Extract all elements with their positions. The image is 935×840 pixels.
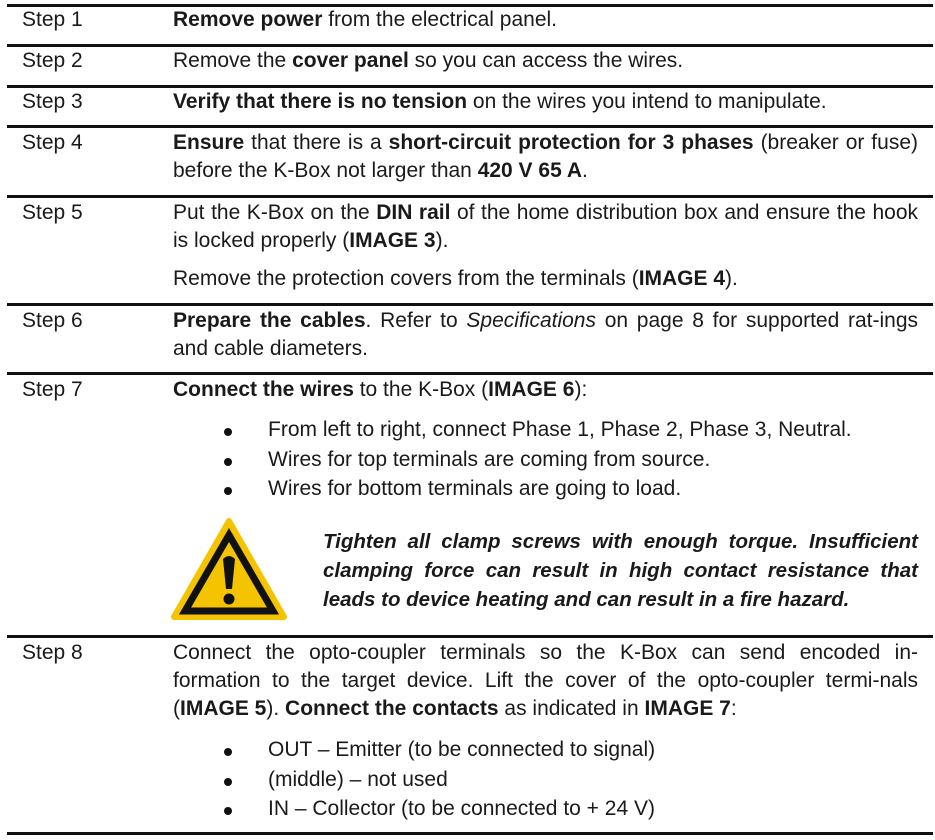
- bullet-icon: [224, 748, 232, 756]
- bullet-icon: [224, 778, 232, 786]
- step-label: Step 7: [22, 378, 83, 401]
- step-label: Step 8: [22, 641, 83, 664]
- list-item: Wires for top terminals are coming from source.: [268, 448, 711, 471]
- list-item: IN – Collector (to be connected to + 24 V): [268, 797, 655, 820]
- warning-triangle-icon: [170, 517, 288, 621]
- step-text: Connect the opto-coupler terminals so the K-Box can send encoded in-formation to the target device. Lift the cover of the opto-coupler termi-nals (IMAGE 5). Connect the contacts as indicated in IMAGE 7:: [173, 641, 918, 720]
- bullet-icon: [224, 458, 232, 466]
- table-rule: [7, 195, 933, 198]
- table-rule: [7, 303, 933, 306]
- warning-text: Tighten all clamp screws with enough torque. Insufficient clamping force can result in high contact resistance that leads to device heating and can result in a fire hazard.: [323, 530, 918, 611]
- step-label: Step 6: [22, 309, 83, 332]
- bullet-icon: [224, 428, 232, 436]
- step-label: Step 1: [22, 8, 83, 31]
- step-text: Remove the cover panel so you can access the wires.: [173, 49, 684, 72]
- list-item: From left to right, connect Phase 1, Phase 2, Phase 3, Neutral.: [268, 418, 852, 441]
- list-item: (middle) – not used: [268, 768, 448, 791]
- step-text: Ensure that there is a short-circuit protection for 3 phases (breaker or fuse) before the K-Box not larger than 420 V 65 A.: [173, 131, 918, 182]
- list-item: Wires for bottom terminals are going to load.: [268, 477, 682, 500]
- step-text: Put the K-Box on the DIN rail of the home distribution box and ensure the hook is locked properly (IMAGE 3).: [173, 201, 918, 252]
- step-text: Remove power from the electrical panel.: [173, 8, 557, 31]
- step-text: Connect the wires to the K-Box (IMAGE 6):: [173, 378, 588, 401]
- bullet-icon: [224, 807, 232, 815]
- step-text: Prepare the cables. Refer to Specifications on page 8 for supported rat-ings and cable diameters.: [173, 309, 919, 360]
- step-label: Step 3: [22, 90, 83, 113]
- step-label: Step 4: [22, 131, 83, 154]
- table-rule: [7, 125, 933, 128]
- step-text: Verify that there is no tension on the wires you intend to manipulate.: [173, 90, 827, 113]
- table-rule: [7, 372, 933, 375]
- step-label: Step 5: [22, 201, 83, 224]
- bullet-icon: [224, 487, 232, 495]
- table-rule: [7, 832, 933, 835]
- list-item: OUT – Emitter (to be connected to signal): [268, 738, 656, 761]
- table-rule: [7, 635, 933, 638]
- step-text-secondary: Remove the protection covers from the terminals (IMAGE 4).: [173, 267, 738, 290]
- step-label: Step 2: [22, 49, 83, 72]
